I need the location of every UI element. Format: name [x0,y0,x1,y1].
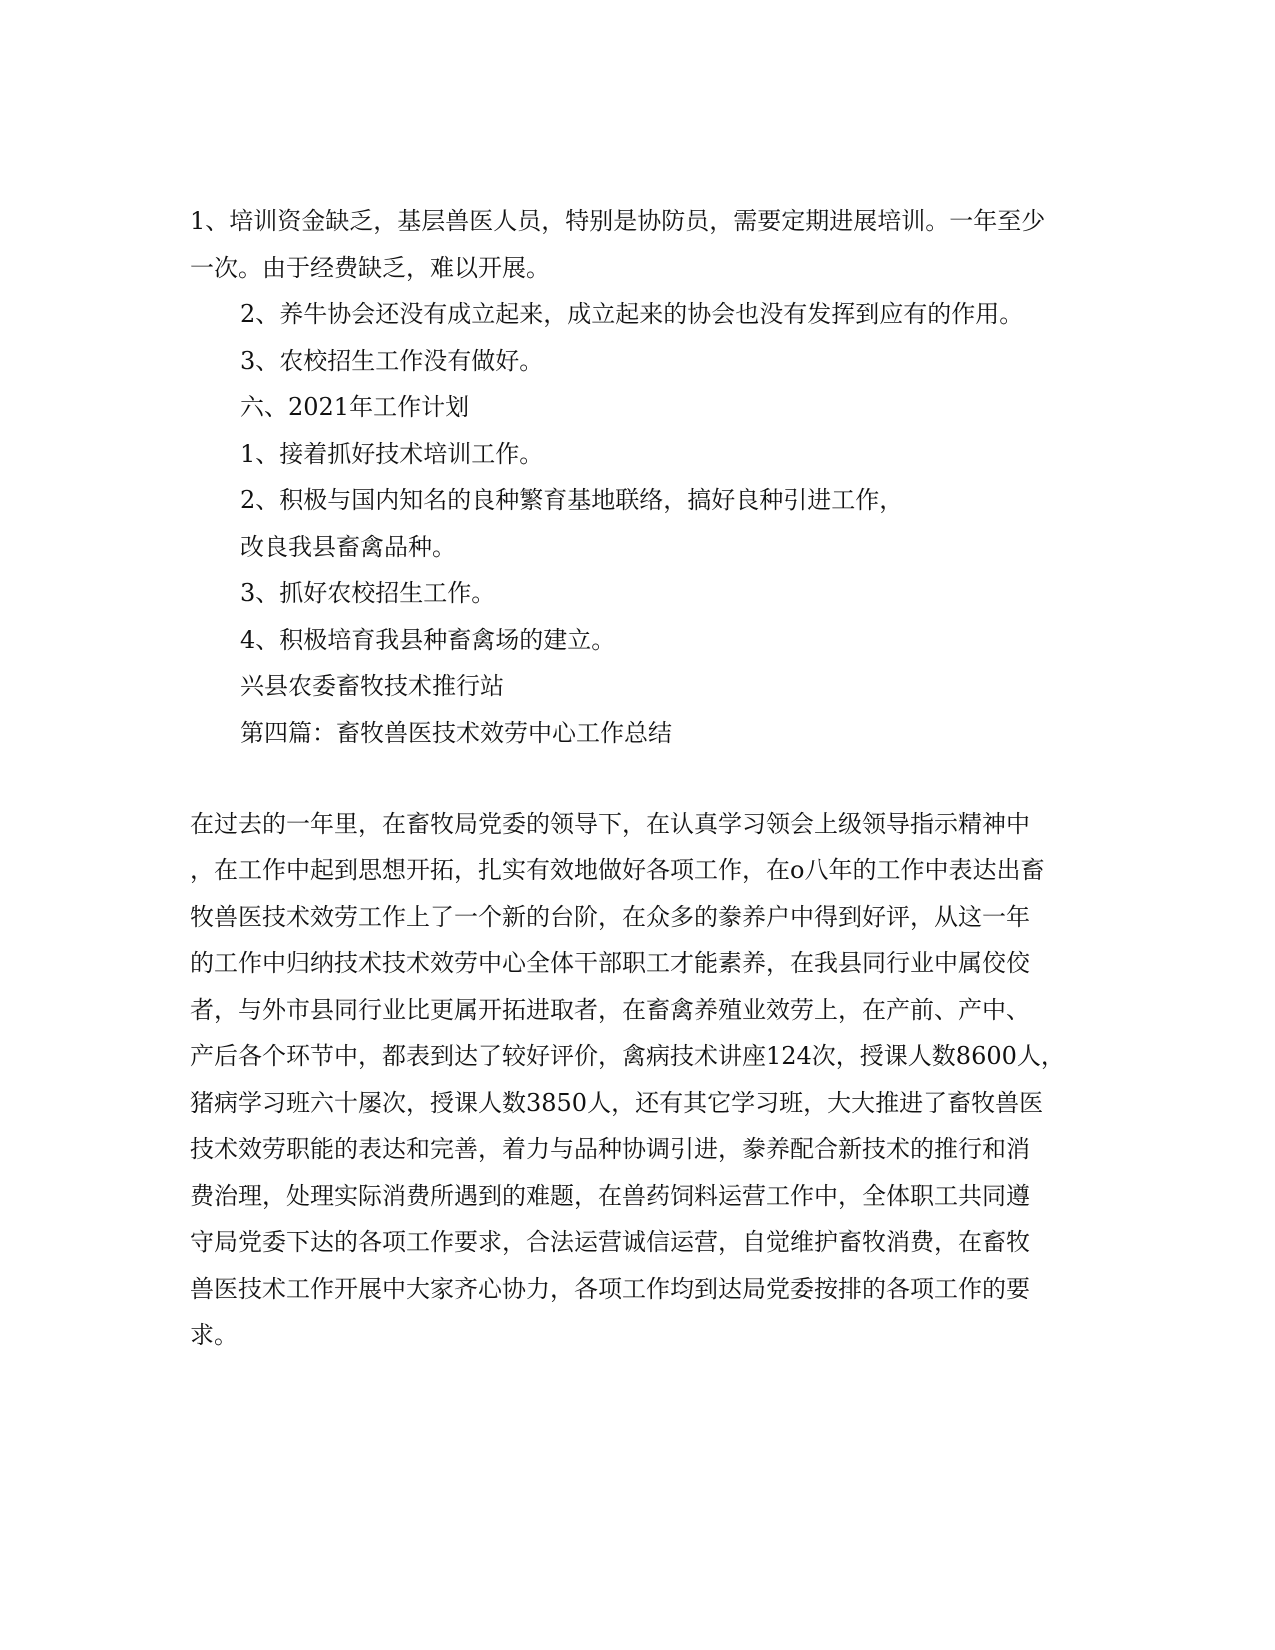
list-item-continuation: 改良我县畜禽品种。 [240,533,456,561]
organization-name: 兴县农委畜牧技术推行站 [240,672,504,700]
paragraph-line: 产后各个环节中，都表到达了较好评价，禽病技术讲座124次，授课人数8600人， [190,1042,1065,1070]
list-item: 3、抓好农校招生工作。 [240,579,496,607]
paragraph-line: ，在工作中起到思想开拓，扎实有效地做好各项工作，在o八年的工作中表达出畜 [190,856,1045,884]
list-item: 4、积极培育我县种畜禽场的建立。 [240,626,616,654]
paragraph-line: 者，与外市县同行业比更属开拓进取者，在畜禽养殖业效劳上，在产前、产中、 [190,996,1030,1024]
paragraph-line: 一次。由于经费缺乏，难以开展。 [190,254,550,282]
paragraph-line: 牧兽医技术效劳工作上了一个新的台阶，在众多的豢养户中得到好评，从这一年 [190,903,1030,931]
list-item: 2、养牛协会还没有成立起来，成立起来的协会也没有发挥到应有的作用。 [240,300,1024,328]
paragraph-line: 费治理，处理实际消费所遇到的难题，在兽药饲料运营工作中，全体职工共同遵 [190,1182,1030,1210]
paragraph-line: 1、培训资金缺乏，基层兽医人员，特别是协防员，需要定期进展培训。一年至少 [190,207,1046,235]
list-item: 3、农校招生工作没有做好。 [240,347,544,375]
list-item: 2、积极与国内知名的良种繁育基地联络，搞好良种引进工作， [240,486,904,514]
chapter-title: 第四篇：畜牧兽医技术效劳中心工作总结 [240,719,672,747]
paragraph-line: 守局党委下达的各项工作要求，合法运营诚信运营，自觉维护畜牧消费，在畜牧 [190,1228,1030,1256]
paragraph-line: 在过去的一年里，在畜牧局党委的领导下，在认真学习领会上级领导指示精神中 [190,810,1030,838]
paragraph-line: 兽医技术工作开展中大家齐心协力，各项工作均到达局党委按排的各项工作的要 [190,1275,1030,1303]
paragraph-line: 猪病学习班六十屡次，授课人数3850人，还有其它学习班，大大推进了畜牧兽医 [190,1089,1044,1117]
paragraph-line: 求。 [190,1321,238,1349]
section-heading: 六、2021年工作计划 [240,393,470,421]
paragraph-line: 技术效劳职能的表达和完善，着力与品种协调引进，豢养配合新技术的推行和消 [190,1135,1030,1163]
paragraph-line: 的工作中归纳技术技术效劳中心全体干部职工才能素养，在我县同行业中属佼佼 [190,949,1030,977]
list-item: 1、接着抓好技术培训工作。 [240,440,544,468]
